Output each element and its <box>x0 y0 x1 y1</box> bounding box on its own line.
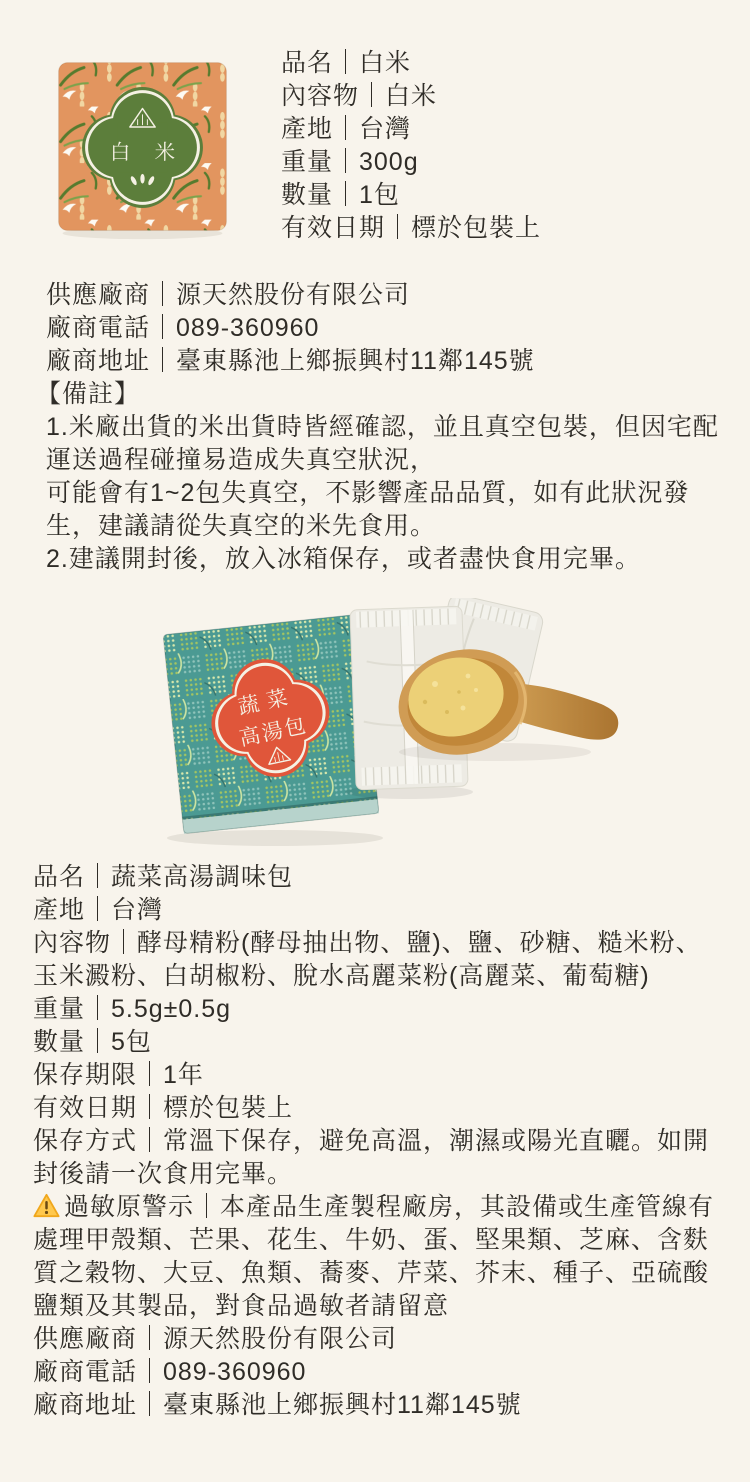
soup-label-row2: 高湯包 <box>237 713 310 751</box>
detail-line: 保存期限｜1年 <box>33 1061 204 1089</box>
product1-photo <box>45 50 240 245</box>
detail-line: 重量｜5.5g±0.5g <box>33 995 232 1023</box>
supplier-line: 廠商地址｜臺東縣池上鄉振興村11鄰145號 <box>46 347 535 375</box>
notes-heading: 【備註】 <box>36 380 141 408</box>
supplier-note-section <box>36 279 719 576</box>
allergen-warning-line <box>33 1191 714 1224</box>
allergen-warning-line: 質之穀物、大豆、魚類、蕎麥、芹菜、芥末、種子、亞硫酸 <box>33 1259 710 1287</box>
detail-line: 有效日期｜標於包裝上 <box>281 214 542 242</box>
detail-line: 內容物｜酵母精粉(酵母抽出物、鹽)、鹽、砂糖、糙米粉、 <box>33 929 702 957</box>
soup-label-row1: 蔬菜 <box>236 684 298 720</box>
product2-photo <box>163 598 628 850</box>
supplier-line: 廠商地址｜臺東縣池上鄉振興村11鄰145號 <box>33 1391 522 1419</box>
product1-details <box>281 47 541 245</box>
detail-line: 數量｜1包 <box>281 181 400 209</box>
detail-line: 內容物｜白米 <box>281 82 438 110</box>
supplier-line: 供應廠商｜源天然股份有限公司 <box>46 281 411 309</box>
supplier-line: 廠商電話｜089-360960 <box>46 314 320 342</box>
detail-line: 玉米澱粉、白胡椒粉、脫水高麗菜粉(高麗菜、葡萄糖) <box>33 962 650 990</box>
detail-line: 保存方式｜常溫下保存，避免高溫，潮濕或陽光直曬。如開 <box>33 1127 710 1155</box>
detail-line: 重量｜300g <box>281 148 419 176</box>
allergen-warning-line: 鹽類及其製品，對食品過敏者請留意 <box>33 1292 450 1320</box>
rice-label-char2: 米 <box>154 141 176 165</box>
detail-line: 產地｜台灣 <box>33 896 164 924</box>
detail-line: 產地｜台灣 <box>281 115 412 143</box>
detail-line: 封後請一次食用完畢。 <box>33 1160 294 1188</box>
detail-line: 品名｜蔬菜高湯調味包 <box>33 863 294 891</box>
detail-line: 有效日期｜標於包裝上 <box>33 1094 294 1122</box>
product2-details <box>33 861 714 1422</box>
rice-label-char1: 白 <box>109 141 131 165</box>
supplier-line: 廠商電話｜089-360960 <box>33 1358 307 1386</box>
rice-box-illustration <box>45 50 240 245</box>
detail-line: 品名｜白米 <box>281 49 412 77</box>
soup-pack-illustration <box>163 598 628 850</box>
allergen-warning-text: 過敏原警示｜本產品生產製程廠房，其設備或生產管線有 <box>64 1193 715 1221</box>
detail-line: 數量｜5包 <box>33 1028 152 1056</box>
supplier-line: 供應廠商｜源天然股份有限公司 <box>33 1325 398 1353</box>
note-line: 1.米廠出貨的米出貨時皆經確認，並且真空包裝，但因宅配 <box>46 413 719 441</box>
note-line: 可能會有1~2包失真空，不影響產品品質，如有此狀況發 <box>46 479 690 507</box>
warning-triangle-icon <box>33 1193 60 1218</box>
note-line: 2.建議開封後，放入冰箱保存，或者盡快食用完畢。 <box>46 545 641 573</box>
note-line: 生，建議請從失真空的米先食用。 <box>46 512 437 540</box>
allergen-warning-line: 處理甲殼類、芒果、花生、牛奶、蛋、堅果類、芝麻、含麩 <box>33 1226 710 1254</box>
note-line: 運送過程碰撞易造成失真空狀況， <box>46 446 437 474</box>
soup-box <box>163 614 379 833</box>
